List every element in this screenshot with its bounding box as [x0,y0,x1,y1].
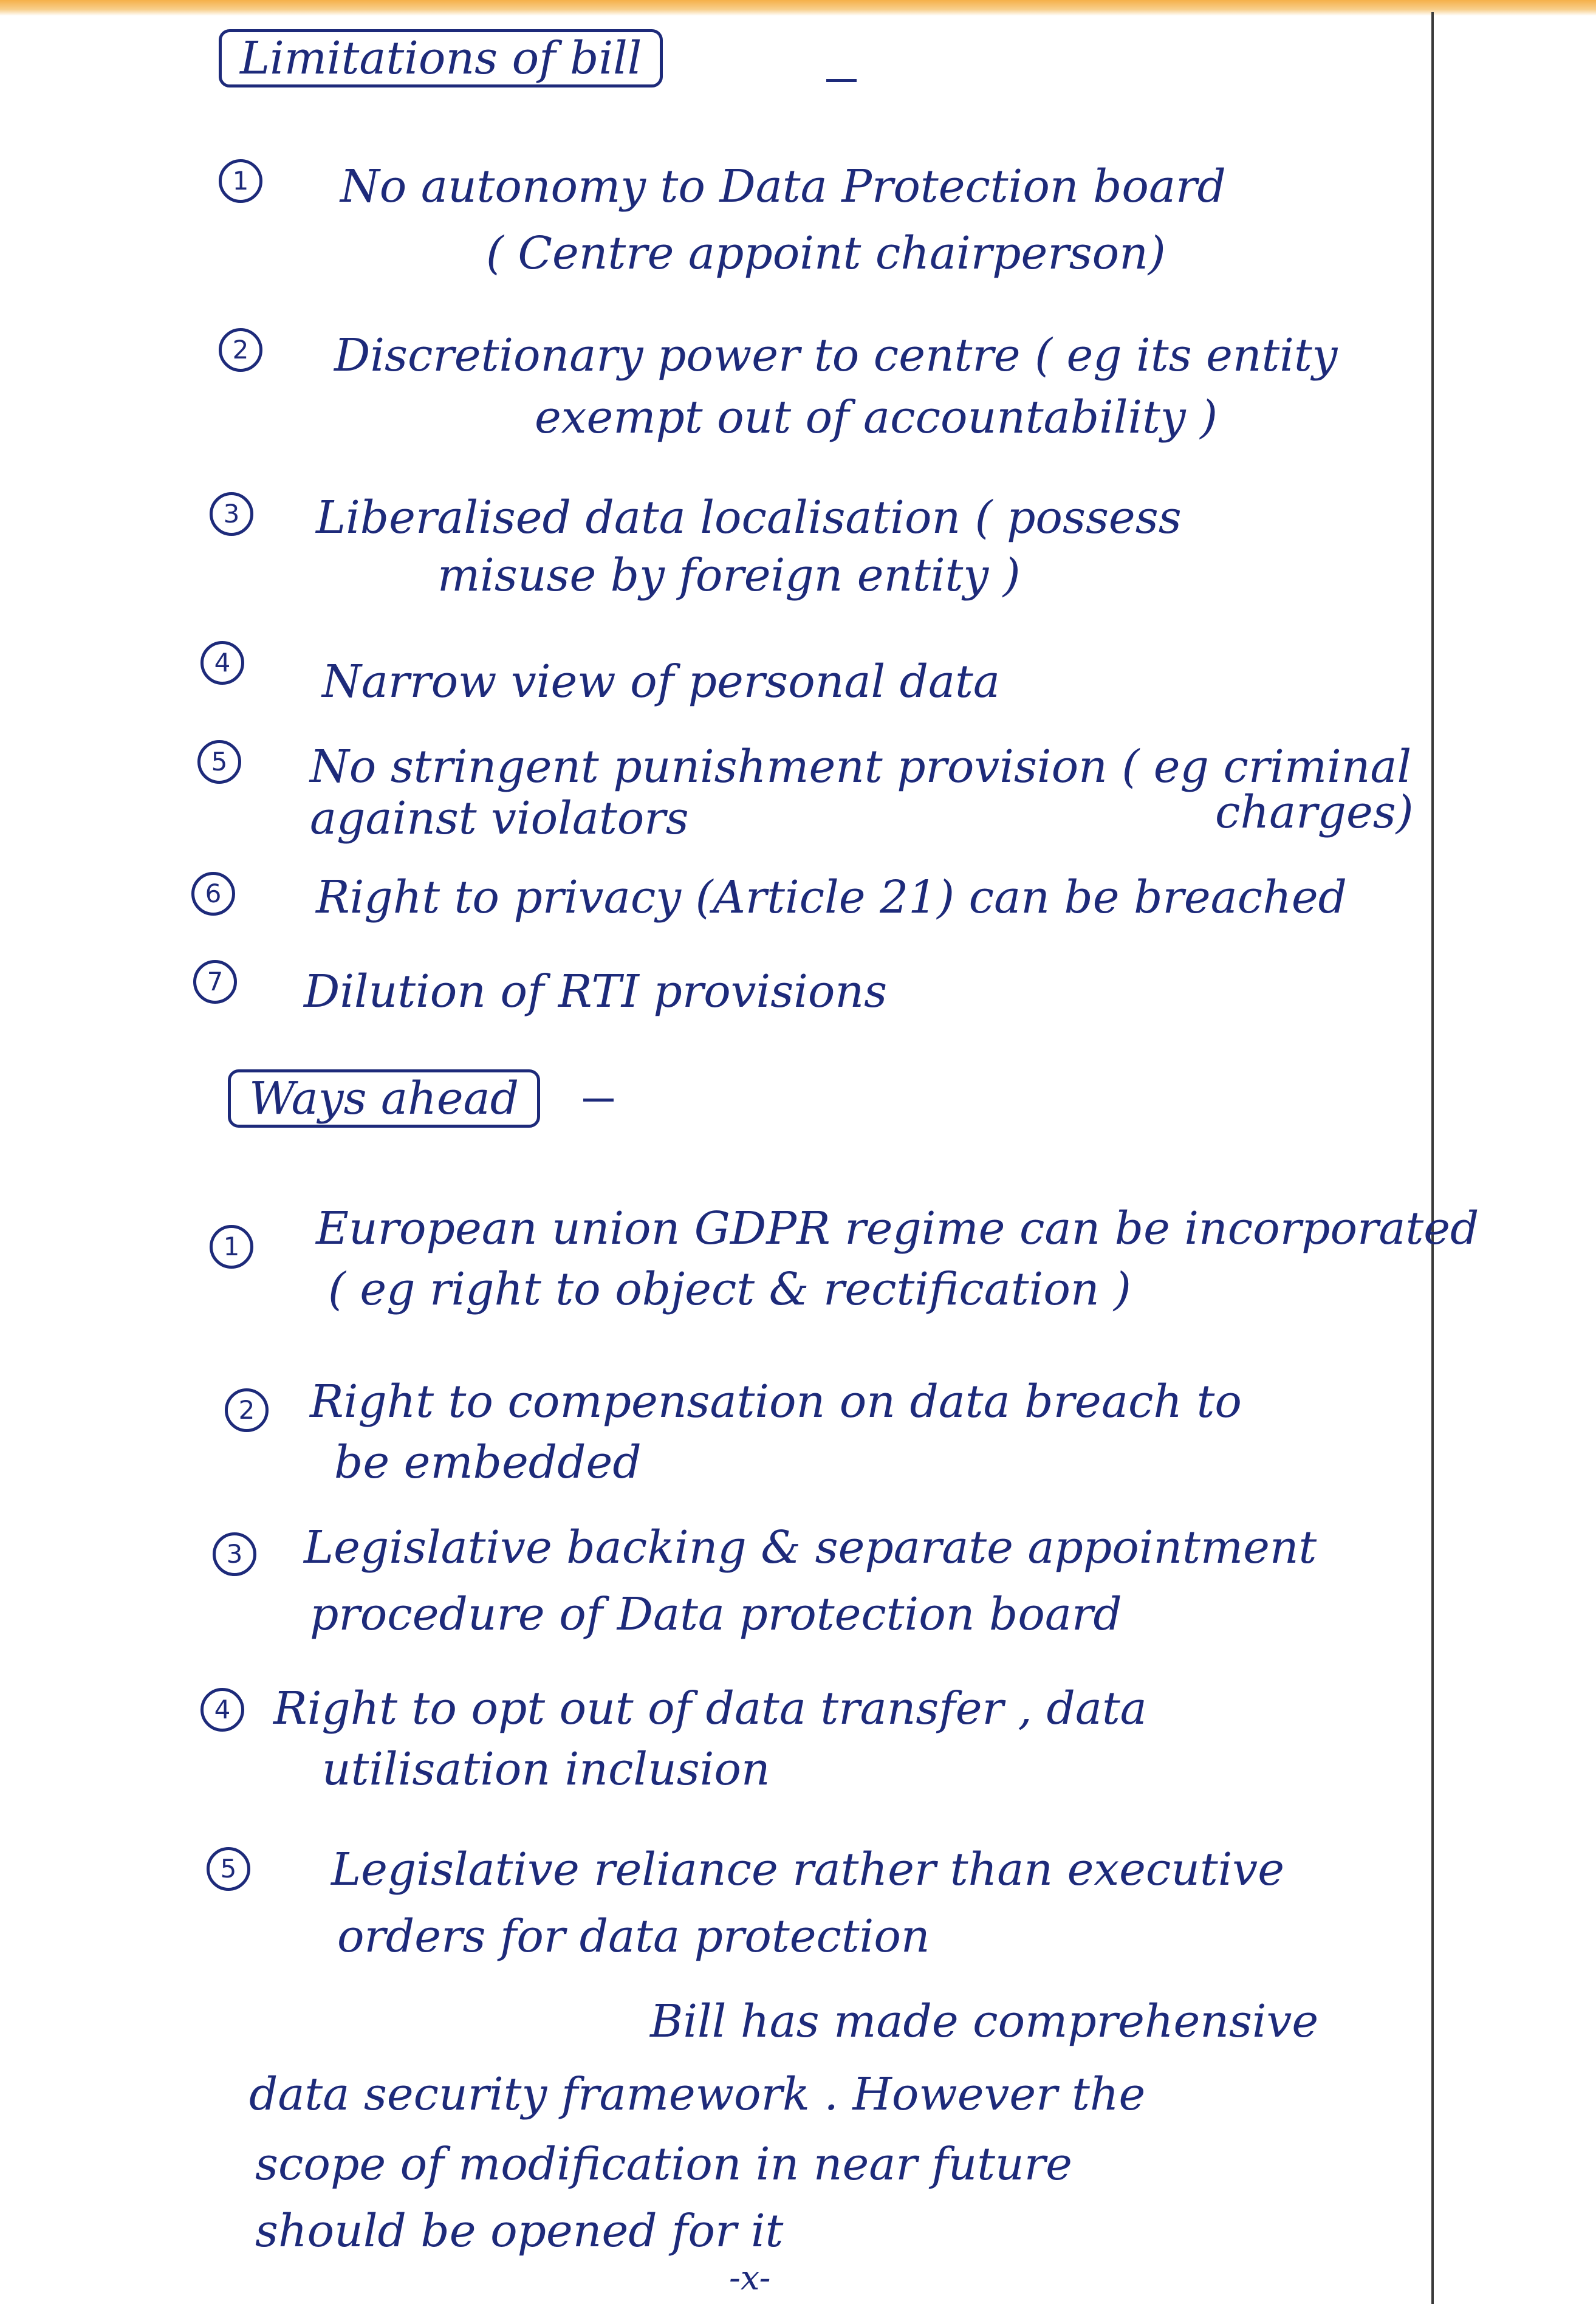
limitation-6-line1: Right to privacy (Article 21) can be breached [316,871,1348,924]
item-number: 7 [193,960,237,1004]
item-number: 6 [191,872,235,916]
item-number: 2 [225,1388,269,1432]
way-2-line1: Right to compensation on data breach to [310,1376,1242,1428]
limitation-3-line2: misuse by foreign entity ) [437,549,1021,602]
item-number: 5 [207,1847,250,1891]
way-4-line1: Right to opt out of data transfer , data [273,1682,1147,1735]
way-3-line1: Legislative backing & separate appointment [304,1521,1317,1574]
conclusion-line2: data security framework . However the [249,2068,1146,2121]
item-number: 1 [219,159,262,203]
limitation-7-line1: Dilution of RTI provisions [304,965,888,1018]
limitation-3-line1: Liberalised data localisation ( possess [316,492,1182,544]
limitation-4-line1: Narrow view of personal data [322,656,1000,708]
item-number: 1 [210,1225,253,1269]
limitations-heading: Limitations of bill [219,29,663,87]
way-3-line2: procedure of Data protection board [310,1588,1122,1641]
item-number: 3 [213,1532,256,1576]
way-2-line2: be embedded [334,1436,642,1489]
conclusion-line4: should be opened for it [255,2205,784,2257]
margin-line [1431,12,1434,2304]
item-number: 2 [219,328,262,372]
limitation-5-line2b: charges) [1215,786,1414,838]
way-5-line1: Legislative reliance rather than executive [331,1843,1284,1896]
heading-dash [826,79,857,82]
heading-dash [583,1099,614,1102]
end-mark: -x- [729,2258,771,2298]
page-top-edge [0,0,1596,16]
ways-ahead-heading: Ways ahead [228,1069,540,1128]
item-number: 4 [200,1688,244,1732]
item-number: 3 [210,492,253,536]
way-4-line2: utilisation inclusion [322,1743,770,1795]
way-5-line2: orders for data protection [337,1910,930,1963]
limitation-5-line1: No stringent punishment provision ( eg criminal [310,741,1412,793]
limitation-1-line2: ( Centre appoint chairperson) [486,227,1166,279]
way-1-line2: ( eg right to object & rectification ) [328,1263,1131,1315]
conclusion-line1: Bill has made comprehensive [650,1995,1319,2048]
way-1-line1: European union GDPR regime can be incorporated [316,1202,1479,1255]
limitation-2-line2: exempt out of accountability ) [535,391,1218,444]
item-number: 4 [200,641,244,685]
limitation-2-line1: Discretionary power to centre ( eg its entity [334,329,1338,382]
conclusion-line3: scope of modification in near future [255,2138,1072,2190]
limitation-5-line2: against violators [310,792,689,845]
item-number: 5 [197,740,241,784]
limitation-1-line1: No autonomy to Data Protection board [340,160,1226,213]
